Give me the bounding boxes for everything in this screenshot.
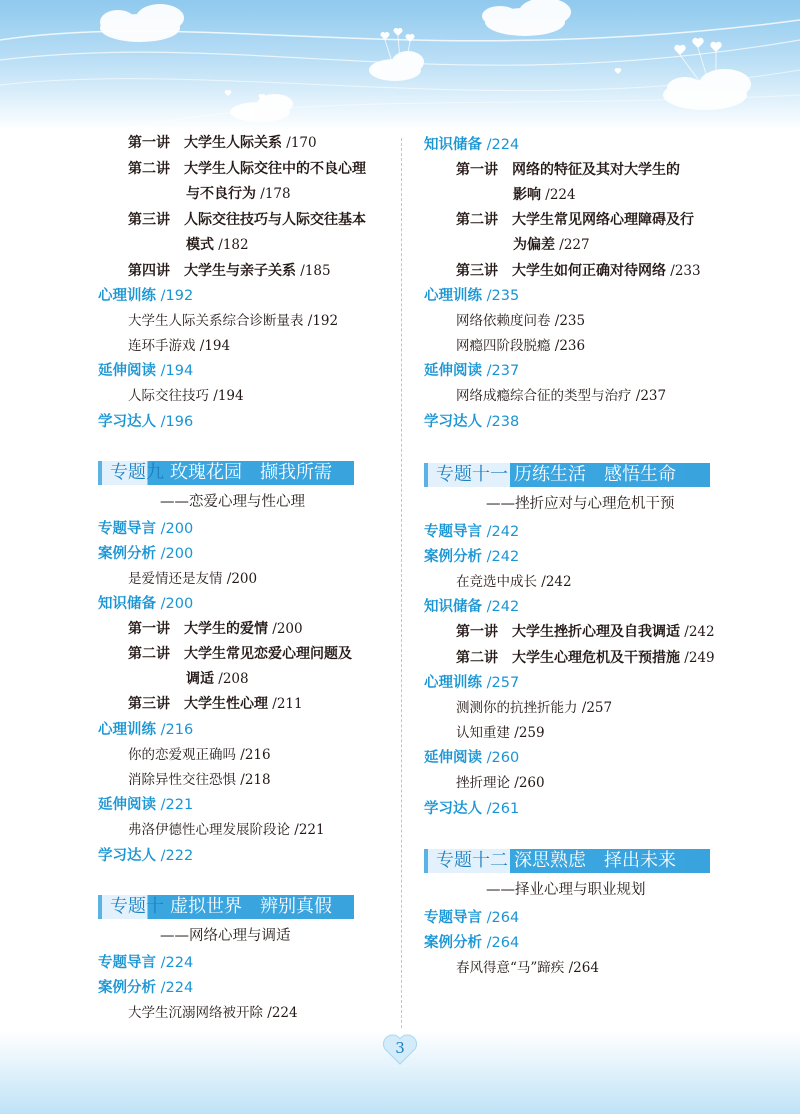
toc-subentry[interactable]: 大学生人际关系综合诊断量表 /192 [128, 313, 339, 329]
toc-subentry[interactable]: 测测你的抗挫折能力 /257 [456, 700, 613, 716]
page-number: 3 [380, 1032, 420, 1066]
toc-category[interactable]: 学习达人 /261 [424, 801, 520, 817]
toc-category[interactable]: 专题导言 /242 [424, 524, 520, 540]
toc-category[interactable]: 心理训练 /216 [98, 722, 194, 738]
toc-subentry[interactable]: 大学生沉溺网络被开除 /224 [128, 1005, 298, 1021]
toc-category[interactable]: 延伸阅读 /260 [424, 750, 520, 766]
toc-category[interactable]: 专题导言 /200 [98, 521, 194, 537]
header-banner [0, 0, 800, 130]
toc-category[interactable]: 延伸阅读 /221 [98, 797, 194, 813]
toc-category[interactable]: 知识储备 /200 [98, 596, 194, 612]
toc-category[interactable]: 学习达人 /196 [98, 414, 194, 430]
toc-category[interactable]: 案例分析 /200 [98, 546, 194, 562]
toc-subentry[interactable]: 网络成瘾综合征的类型与治疗 /237 [456, 388, 667, 404]
chapter-subtitle: ——网络心理与调适 [160, 928, 291, 944]
toc-category[interactable]: 专题导言 /224 [98, 955, 194, 971]
toc-entry[interactable]: 第四讲 大学生与亲子关系 /185 [128, 263, 331, 279]
toc-entry[interactable]: 第二讲 大学生心理危机及干预措施 /249 [456, 650, 715, 666]
column-divider [401, 138, 402, 1028]
toc-subentry[interactable]: 是爱情还是友情 /200 [128, 571, 258, 587]
toc-category[interactable]: 心理训练 /257 [424, 675, 520, 691]
toc-subentry[interactable]: 网络依赖度问卷 /235 [456, 313, 586, 329]
toc-category[interactable]: 延伸阅读 /237 [424, 363, 520, 379]
chapter-heading-10[interactable]: 专题十 虚拟世界 辨别真假 [98, 895, 354, 919]
toc-subentry[interactable]: 网瘾四阶段脱瘾 /236 [456, 338, 586, 354]
chapter-subtitle: ——挫折应对与心理危机干预 [486, 496, 675, 512]
chapter-heading-12[interactable]: 专题十二 深思熟虑 择出未来 [424, 849, 710, 873]
toc-subentry[interactable]: 认知重建 /259 [456, 725, 545, 741]
toc-category[interactable]: 案例分析 /264 [424, 935, 520, 951]
toc-entry-continued[interactable]: 影响 /224 [513, 187, 576, 203]
toc-category[interactable]: 知识储备 /242 [424, 599, 520, 615]
toc-subentry[interactable]: 消除异性交往恐惧 /218 [128, 772, 271, 788]
toc-subentry[interactable]: 春风得意“马”蹄疾 /264 [456, 960, 599, 976]
toc-category[interactable]: 知识储备 /224 [424, 137, 520, 153]
toc-entry[interactable]: 第二讲 大学生人际交往中的不良心理 [128, 161, 366, 177]
cloud-icon [100, 4, 184, 42]
toc-entry[interactable]: 第一讲 大学生的爱情 /200 [128, 621, 303, 637]
toc-entry[interactable]: 第三讲 大学生性心理 /211 [128, 696, 303, 712]
toc-category[interactable]: 心理训练 /192 [98, 288, 194, 304]
toc-category[interactable]: 案例分析 /224 [98, 980, 194, 996]
toc-entry[interactable]: 第一讲 大学生人际关系 /170 [128, 135, 317, 151]
toc-entry[interactable]: 第二讲 大学生常见恋爱心理问题及 [128, 646, 352, 662]
toc-entry[interactable]: 第一讲 网络的特征及其对大学生的 [456, 162, 680, 178]
toc-category[interactable]: 专题导言 /264 [424, 910, 520, 926]
chapter-subtitle: ——恋爱心理与性心理 [160, 494, 305, 510]
toc-subentry[interactable]: 弗洛伊德性心理发展阶段论 /221 [128, 822, 325, 838]
sky-decoration [0, 0, 800, 130]
heart-icon [225, 28, 722, 100]
toc-category[interactable]: 学习达人 /222 [98, 848, 194, 864]
toc-subentry[interactable]: 在竞选中成长 /242 [456, 574, 572, 590]
toc-subentry[interactable]: 你的恋爱观正确吗 /216 [128, 747, 271, 763]
toc-category[interactable]: 案例分析 /242 [424, 549, 520, 565]
toc-category[interactable]: 心理训练 /235 [424, 288, 520, 304]
toc-entry[interactable]: 第三讲 大学生如何正确对待网络 /233 [456, 263, 701, 279]
toc-entry[interactable]: 第一讲 大学生挫折心理及自我调适 /242 [456, 624, 715, 640]
toc-category[interactable]: 延伸阅读 /194 [98, 363, 194, 379]
toc-subentry[interactable]: 连环手游戏 /194 [128, 338, 231, 354]
toc-entry-continued[interactable]: 为偏差 /227 [513, 237, 590, 253]
toc-entry-continued[interactable]: 与不良行为 /178 [186, 186, 291, 202]
toc-entry-continued[interactable]: 调适 /208 [186, 671, 249, 687]
toc-subentry[interactable]: 人际交往技巧 /194 [128, 388, 244, 404]
toc-entry[interactable]: 第三讲 人际交往技巧与人际交往基本 [128, 212, 366, 228]
chapter-heading-11[interactable]: 专题十一 历练生活 感悟生命 [424, 463, 710, 487]
toc-entry[interactable]: 第二讲 大学生常见网络心理障碍及行 [456, 212, 694, 228]
toc-entry-continued[interactable]: 模式 /182 [186, 237, 249, 253]
chapter-subtitle: ——择业心理与职业规划 [486, 882, 646, 898]
toc-subentry[interactable]: 挫折理论 /260 [456, 775, 545, 791]
toc-category[interactable]: 学习达人 /238 [424, 414, 520, 430]
chapter-heading-9[interactable]: 专题九 玫瑰花园 撷我所需 [98, 461, 354, 485]
